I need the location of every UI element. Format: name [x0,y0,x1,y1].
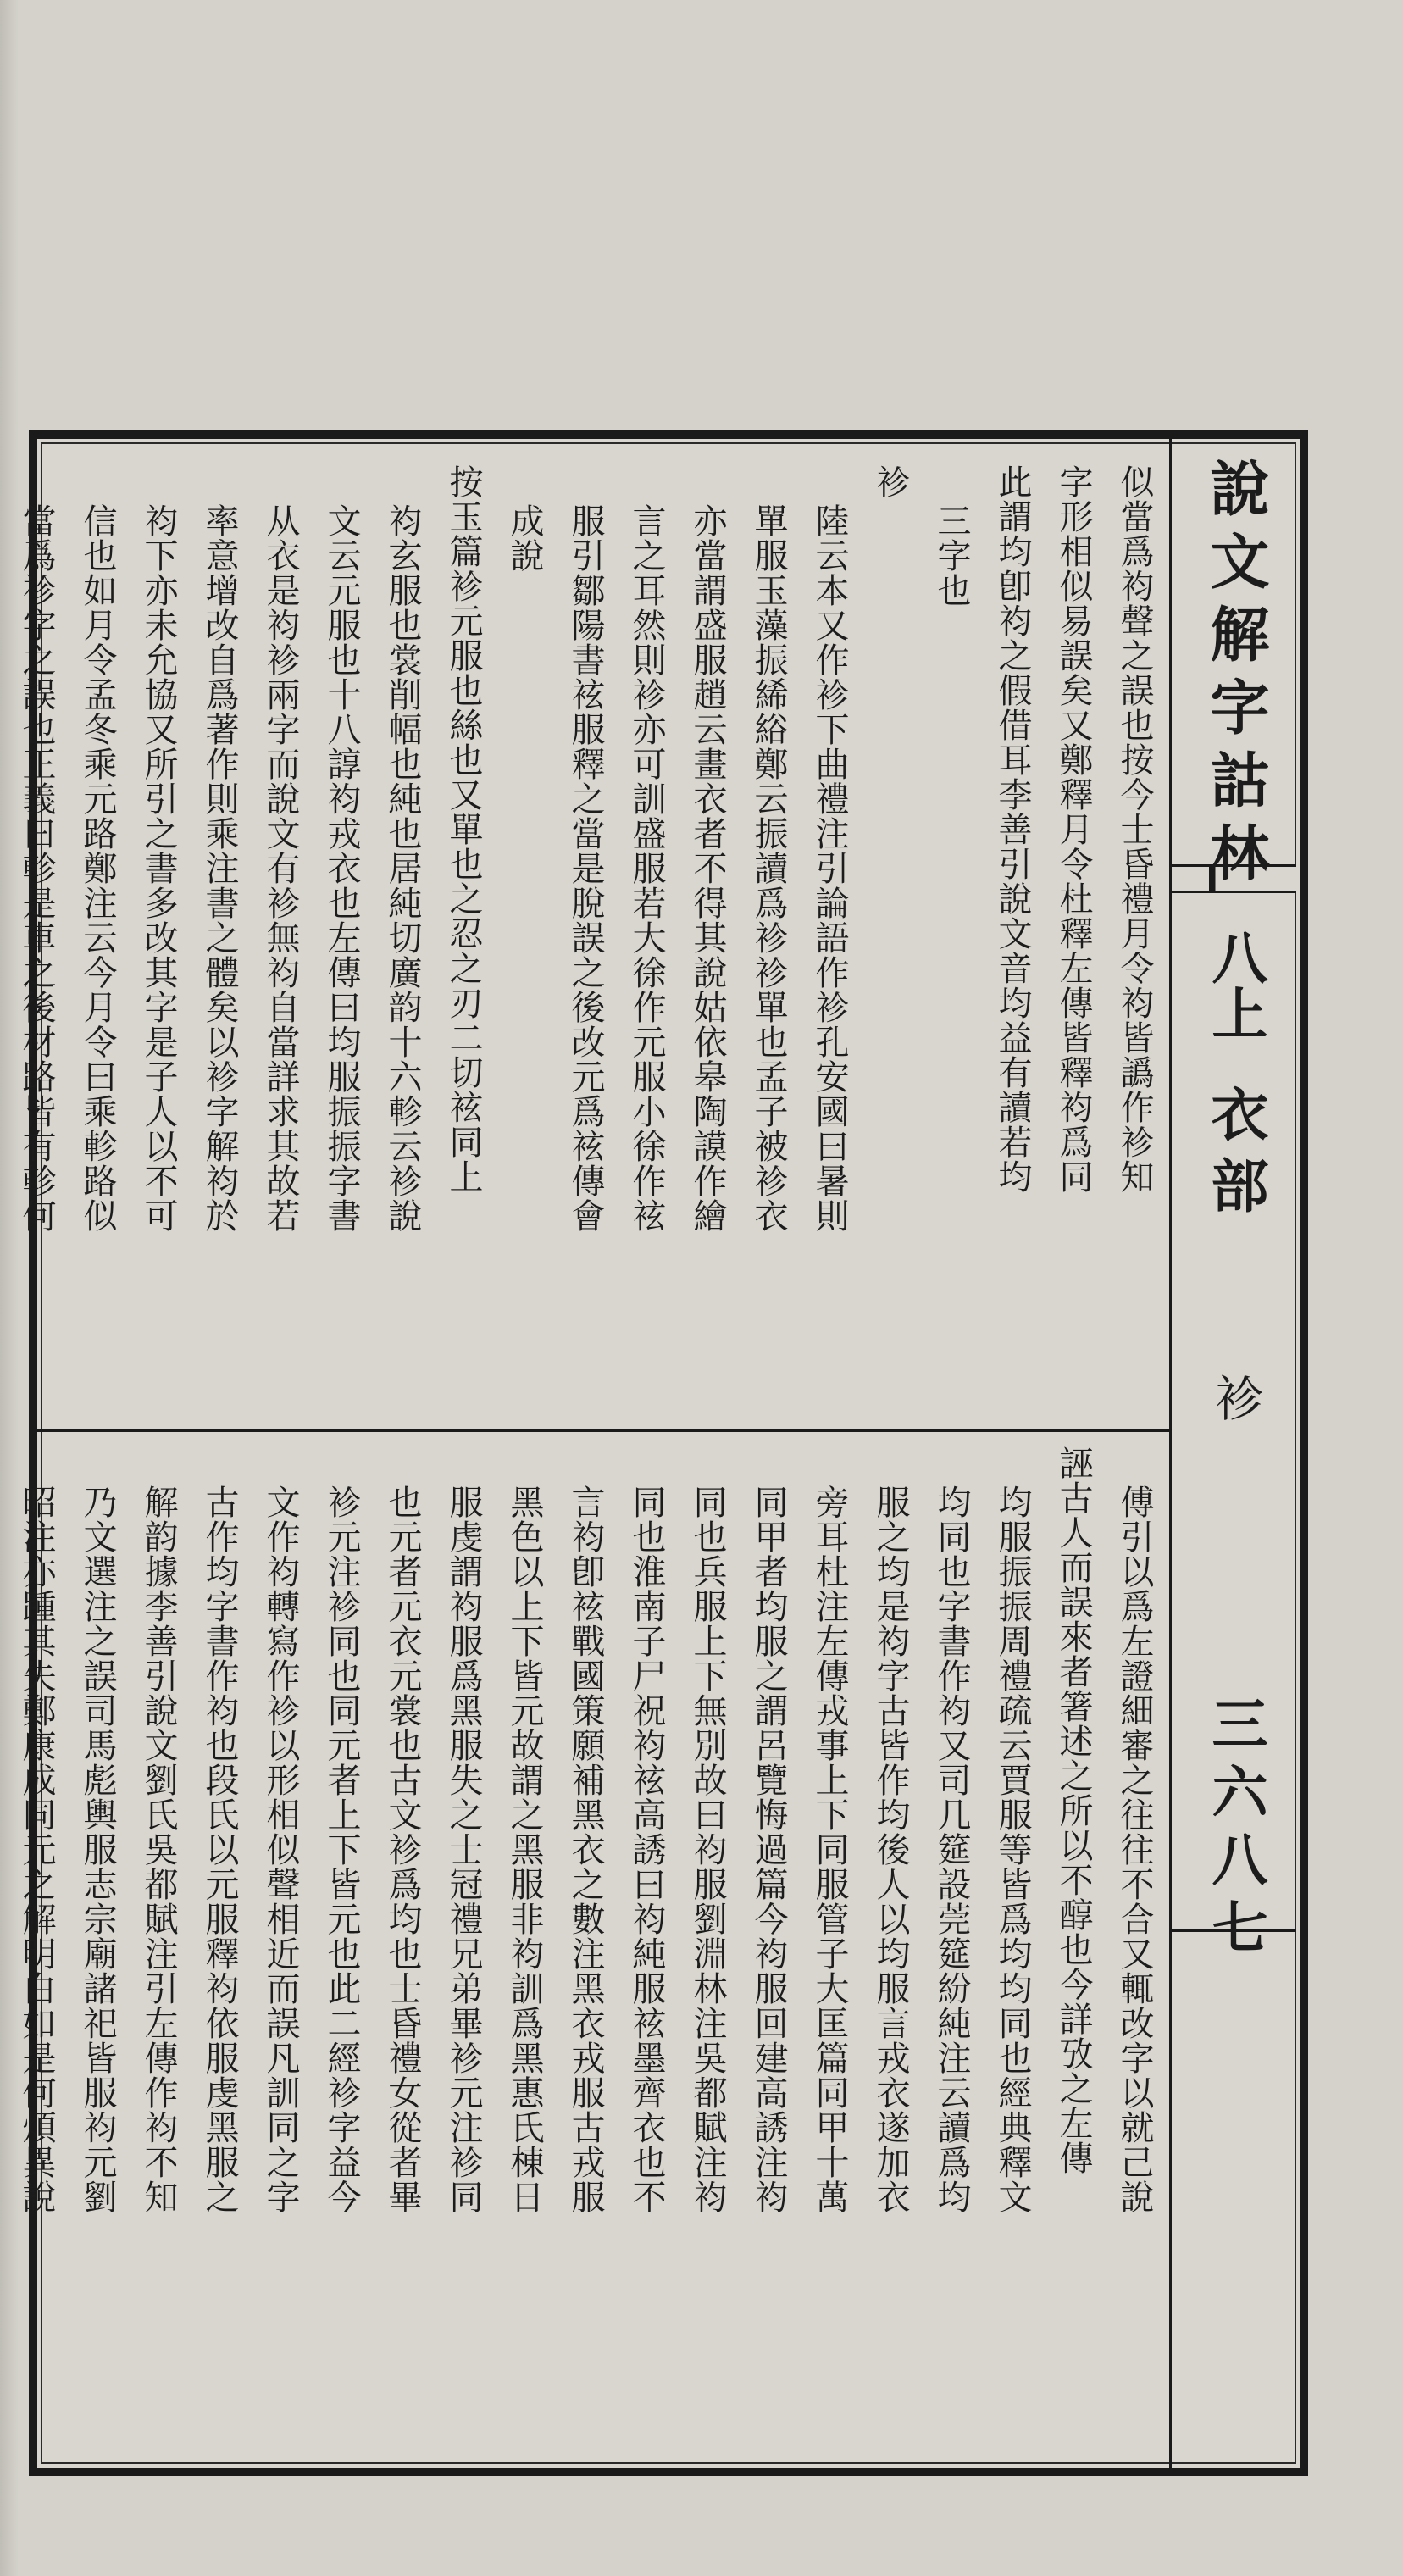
section-label: 衣部 [1201,1085,1269,1227]
text-column: 袀下亦未允協又所引之書多改其字是子人以不可 [139,503,178,1233]
top-text-panel [17,464,1161,1415]
text-column: 字形相似易誤矣又鄭釋月令杜釋左傳皆釋袀爲同 [1054,464,1093,1194]
text-column: 言袀卽袨戰國策願補黑衣之數注黑衣戎服古戎服 [566,1485,605,2214]
bottom-text-panel [17,1446,1161,2459]
text-column: 昭注亦踵其失鄭康成同元之解明白如是何煩異說 [17,1485,56,2214]
text-column: 也元者元衣元裳也古文袗爲均也士昏禮女從者畢 [383,1485,422,2214]
text-column: 服虔謂袀服爲黑服失之士冠禮兄弟畢袗元注袗同 [444,1485,483,2214]
page-number: 三六八七 [1202,1695,1268,1966]
text-column: 乃文選注之誤司馬彪輿服志宗廟諸祀皆服袀元劉 [78,1485,117,2214]
text-column: 亦當謂盛服趙云畫衣者不得其說姑依皋陶謨作繪 [688,503,727,1233]
entry-label: 袗 [1206,1373,1264,1422]
text-column: 三字也 [932,503,971,608]
text-column: 誣古人而誤來者箸述之所以不醇也今詳攷之左傳 [1054,1446,1093,2175]
text-column: 同甲者均服之謂呂覽悔過篇今袀服回建高誘注袀 [749,1485,788,2214]
text-column [0,1446,2,2459]
text-column: 同也兵服上下無別故曰袀服劉淵林注吳都賦注袀 [688,1485,727,2214]
register-divider [37,1429,1169,1432]
text-column: 均同也字書作袀又司几筵設莞筵紛純注云讀爲均 [932,1485,971,2214]
text-column: 陸云本又作袗下曲禮注引論語作袗孔安國曰暑則 [810,503,849,1233]
text-column: 文作袀轉寫作袗以形相似聲相近而誤凡訓同之字 [261,1485,300,2214]
text-column: 袀玄服也裳削幅也純也居純切廣韵十六軫云袗說 [383,503,422,1233]
text-column: 單服玉藻振絺綌鄭云振讀爲袗袗單也孟子被袗衣 [749,503,788,1233]
text-column: 言之耳然則袗亦可訓盛服若大徐作元服小徐作袨 [627,503,666,1233]
text-column: 古作均字書作袀也段氏以元服釋袀依服虔黑服之 [200,1485,239,2214]
book-title: 說文解字詁林 [1201,458,1271,895]
text-column: 率意增改自爲著作則乘注書之體矣以袗字解袀於 [200,503,239,1233]
text-column: 按玉篇袗元服也絲也又單也之忍之刃二切袨同上 [444,464,483,1194]
text-column: 此謂均卽袀之假借耳李善引說文音均益有讀若均 [993,464,1032,1194]
text-column: 當爲袗字之誤也正義曰軫是車之後材路皆有軫何 [17,503,56,1233]
text-column: 成說 [505,503,544,573]
text-column: 信也如月令孟冬乘元路鄭注云今月令曰乘軫路似 [78,503,117,1233]
text-column: 袗 [871,464,910,499]
text-column: 旁耳杜注左傳戎事上下同服管子大匡篇同甲十萬 [810,1485,849,2214]
text-column: 服之均是袀字古皆作均後人以均服言戎衣遂加衣 [871,1485,910,2214]
text-column: 从衣是袀袗兩字而說文有袗無袀自當詳求其故若 [261,503,300,1233]
text-column: 黑色以上下皆元故謂之黑服非袀訓爲黑惠氏棟日 [505,1485,544,2214]
text-column: 文云元服也十八諄袀戎衣也左傳曰均服振振字書 [322,503,361,1233]
text-column: 均服振振周禮疏云賈服等皆爲均均同也經典釋文 [993,1485,1032,2214]
text-column: 袗元注袗同也同元者上下皆元也此二經袗字益今 [322,1485,361,2214]
text-column: 服引鄒陽書袨服釋之當是脫誤之後改元爲袨傳會 [566,503,605,1233]
text-column [0,464,2,1415]
text-column: 解韵據李善引說文劉氏吳都賦注引左傳作袀不知 [139,1485,178,2214]
text-column: 似當爲袀聲之誤也按今士昏禮月令袀皆譌作袗知 [1115,464,1154,1194]
text-column: 傅引以爲左證細審之往往不合又輒改字以就己說 [1115,1485,1154,2214]
text-column: 同也淮南子尸祝袀袨高誘曰袀純服袨墨齊衣也不 [627,1485,666,2214]
volume-label: 八上 [1202,929,1268,1041]
